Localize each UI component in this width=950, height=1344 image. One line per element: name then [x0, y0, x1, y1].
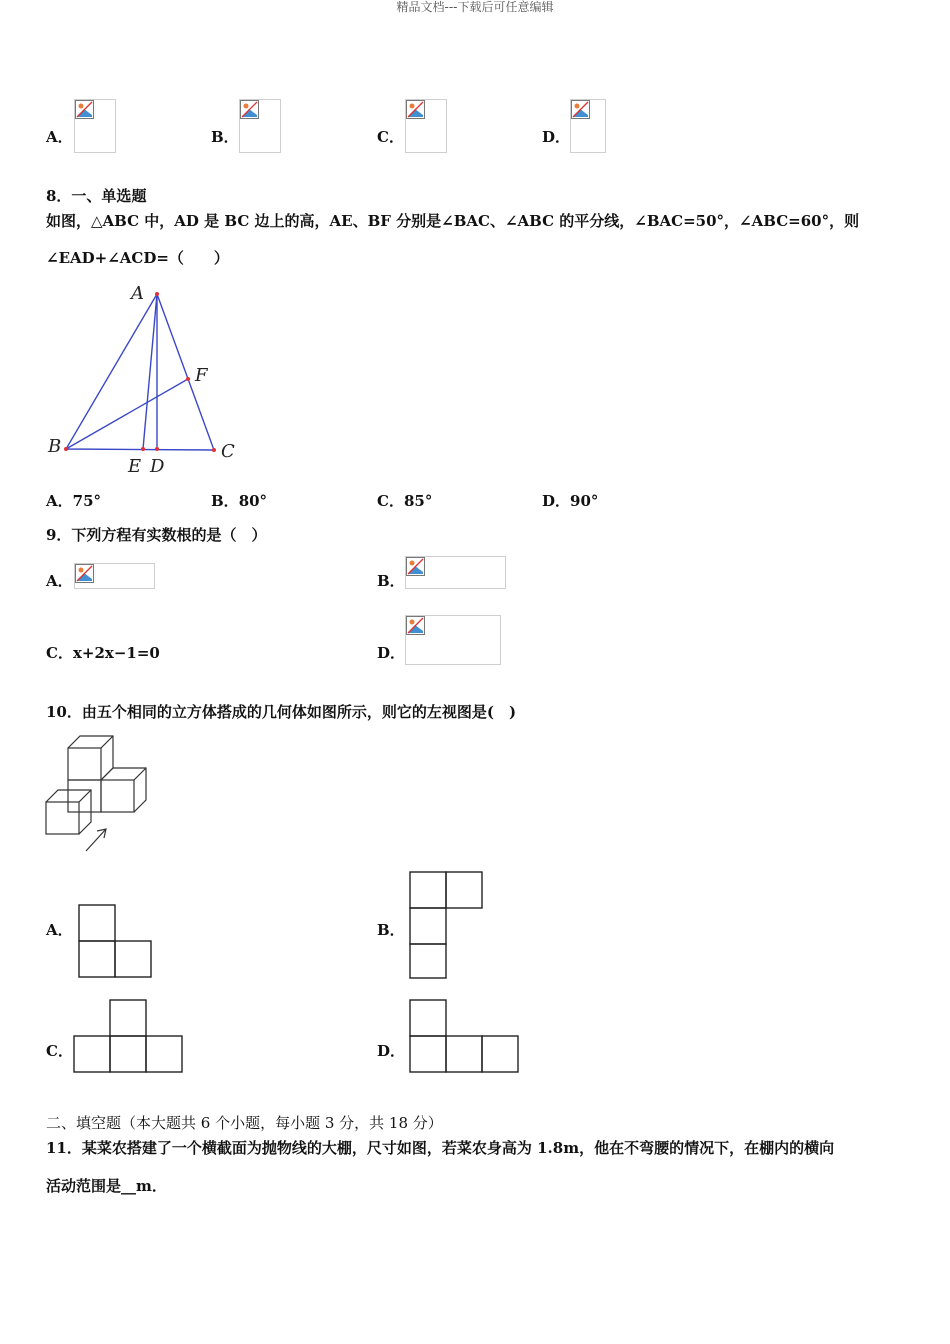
label-a: A — [131, 283, 144, 304]
broken-image-icon — [75, 100, 94, 119]
label-c: C — [221, 441, 235, 462]
q8-option-d — [542, 491, 598, 511]
q10-option-c-label: C． — [46, 1042, 73, 1060]
q9-option-a-label: A． — [46, 572, 73, 590]
point-e — [141, 447, 145, 451]
q9-option-c-text: x+2x−1=0 — [72, 644, 160, 662]
q7-option-d-label: D． — [542, 128, 571, 146]
q8-option-c-label: C． — [377, 492, 404, 510]
q9-option-c-label: C． — [46, 644, 73, 662]
q8-option-b-text: 80° — [238, 492, 268, 510]
q9-option-d-image — [405, 615, 501, 665]
q10-heading: 10．由五个相同的立方体搭成的几何体如图所示，则它的左视图是( ) — [46, 703, 517, 721]
q7-option-a-label: A． — [46, 128, 73, 146]
q8-option-a-label: A． — [46, 492, 73, 510]
q8-heading: 8．一、单选题 — [46, 187, 147, 205]
q8-option-b — [211, 491, 267, 511]
q8-option-d-text: 90° — [570, 492, 599, 510]
broken-image-icon — [240, 100, 259, 119]
point-f — [186, 377, 190, 381]
q9-option-b-image — [405, 556, 506, 589]
q11-line1: 11．某菜农搭建了一个横截面为抛物线的大棚，尺寸如图，若菜农身高为 1.8m，他在不弯腰的情况下，在棚内的横向 — [46, 1139, 835, 1157]
q8-option-c — [377, 491, 432, 511]
label-b: B — [48, 436, 62, 457]
q10-option-b-figure — [409, 871, 485, 981]
broken-image-icon — [75, 564, 94, 583]
q10-cube-figure — [40, 730, 155, 855]
q7-option-d-image — [570, 99, 606, 153]
broken-image-icon — [571, 100, 590, 119]
q8-option-c-text: 85° — [403, 492, 433, 510]
q7-option-b-image — [239, 99, 281, 153]
q9-option-d-label: D． — [377, 644, 406, 662]
label-d: D — [150, 456, 165, 477]
q8-option-d-label: D． — [542, 492, 571, 510]
q10-option-d-label: D． — [377, 1042, 406, 1060]
q10-option-b-label: B． — [377, 921, 405, 939]
q7-option-c-label: C． — [377, 128, 404, 146]
point-c — [212, 448, 216, 452]
label-f: F — [195, 365, 208, 386]
q9-option-a-image — [74, 563, 155, 589]
page-header: 精品文档---下载后可任意编辑 — [396, 0, 554, 14]
point-b — [64, 447, 68, 451]
q8-triangle-figure — [40, 282, 250, 480]
q10-option-a-label: A． — [46, 921, 73, 939]
q7-option-c-image — [405, 99, 447, 153]
broken-image-icon — [406, 616, 425, 635]
view-direction-arrow — [86, 829, 106, 851]
section2-heading: 二、填空题（本大题共 6 个小题，每小题 3 分，共 18 分） — [46, 1114, 443, 1132]
q9-option-b-label: B． — [377, 572, 405, 590]
q7-option-a-image — [74, 99, 116, 153]
segment-ae — [143, 294, 157, 449]
q9-heading: 9．下列方程有实数根的是（ ） — [46, 526, 267, 544]
point-d — [155, 447, 159, 451]
q10-option-a-figure — [78, 904, 154, 980]
q8-option-a-text: 75° — [72, 492, 102, 510]
q8-option-b-label: B． — [211, 492, 239, 510]
broken-image-icon — [406, 100, 425, 119]
q11-line2: 活动范围是__m． — [46, 1177, 167, 1195]
q7-option-b-label: B． — [211, 128, 239, 146]
label-e: E — [128, 456, 142, 477]
q10-option-c-figure — [73, 999, 185, 1075]
q8-line2: ∠EAD+∠ACD=（ ） — [46, 249, 229, 267]
triangle-abc — [66, 294, 214, 450]
q10-option-d-figure — [409, 999, 521, 1075]
q8-option-a — [46, 491, 101, 511]
segment-bf — [66, 379, 188, 449]
q8-line1: 如图，△ABC 中，AD 是 BC 边上的高，AE、BF 分别是∠BAC、∠ABC 的平分线，∠BAC=50°，∠ABC=60°，则 — [46, 212, 860, 230]
q9-option-c — [46, 643, 160, 663]
broken-image-icon — [406, 557, 425, 576]
point-a — [155, 292, 159, 296]
